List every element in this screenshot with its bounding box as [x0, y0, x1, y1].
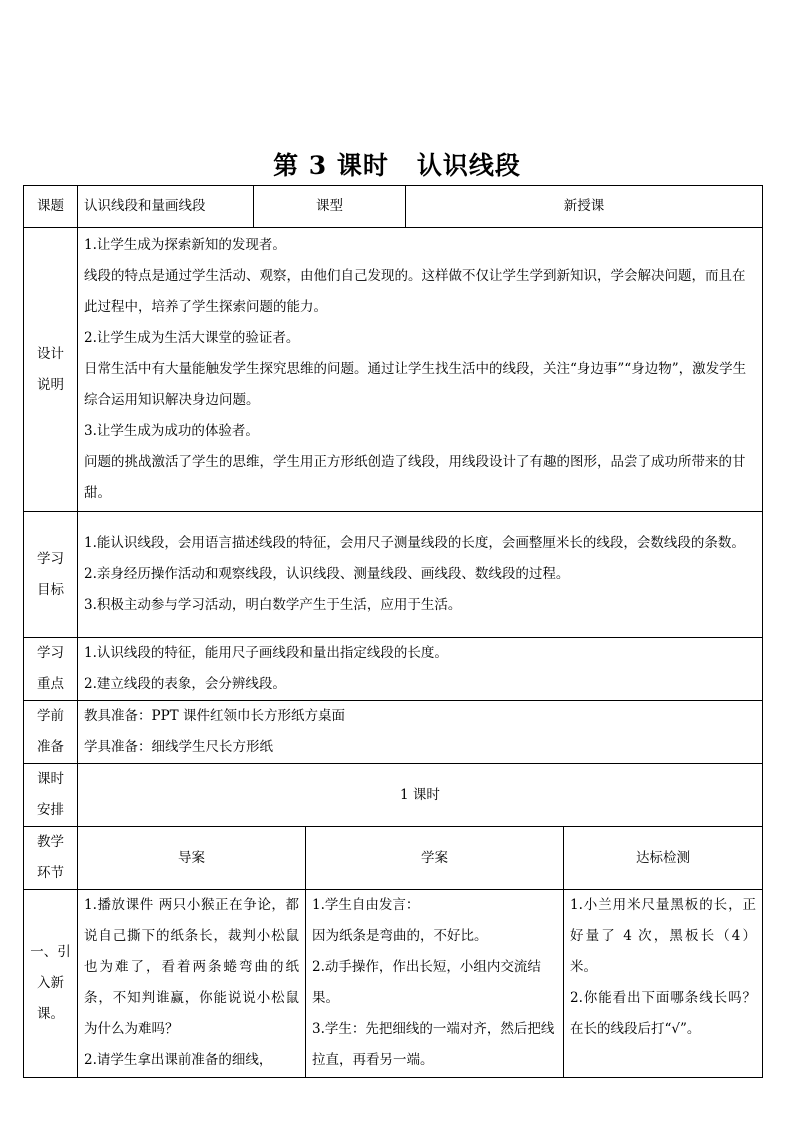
prep-content	[78, 701, 763, 764]
label-stage-line2: 环节	[37, 865, 64, 881]
lesson-number: 第 3 课时	[273, 151, 389, 180]
label-goals-line1: 学习	[37, 550, 64, 567]
goal-line: 2.亲身经历操作活动和观察线段，认识线段、测量线段、画线段、数线段的过程。	[84, 566, 570, 582]
study-line: 2.动手操作，作出长短，小组内交流结果。	[312, 959, 541, 1006]
stage-1-label: 一、引入新课。	[24, 890, 78, 1078]
row-stage-1	[24, 890, 763, 1078]
topic-value: 认识线段和量画线段	[78, 186, 254, 228]
guide-line: 2.请学生拿出课前准备的细线，	[84, 1052, 273, 1068]
guide-line: 1.播放课件 两只小猴正在争论，都说自己撕下的纸条长，裁判小松鼠也为难了，看着两条蜷弯曲的纸条，不知判谁赢，你能说说小松鼠为什么为难吗？	[84, 897, 299, 1037]
label-hours-line2: 安排	[37, 802, 64, 818]
lesson-name: 认识线段	[416, 151, 521, 180]
lesson-plan-table	[23, 185, 763, 1078]
stage-1-study	[306, 890, 564, 1078]
goal-line: 1.能认识线段，会用语言描述线段的特征，会用尺子测量线段的长度，会画整厘米长的线段，会数线段的条数。	[84, 535, 745, 551]
stage-1-check	[564, 890, 763, 1078]
row-goals	[24, 512, 763, 638]
goal-line: 3.积极主动参与学习活动，明白数学产生于生活，应用于生活。	[84, 597, 462, 613]
check-line: 1.小兰用米尺量黑板的长，正好量了 4 次，黑板长（4）米。	[570, 897, 756, 975]
row-design	[24, 228, 763, 512]
row-hours	[24, 764, 763, 827]
hours-value: 1 课时	[78, 764, 763, 827]
row-column-headers	[24, 827, 763, 890]
label-design	[24, 228, 78, 512]
header-guide: 导案	[78, 827, 306, 890]
label-focus	[24, 638, 78, 701]
design-line: 问题的挑战激活了学生的思维，学生用正方形纸创造了线段，用线段设计了有趣的图形，品尝了成功所带来的甘甜。	[84, 454, 746, 501]
lesson-type-value: 新授课	[406, 186, 763, 228]
row-topic	[24, 186, 763, 228]
header-check: 达标检测	[564, 827, 763, 890]
label-design-line1: 设计	[37, 345, 64, 362]
focus-line: 1.认识线段的特征，能用尺子画线段和量出指定线段的长度。	[84, 645, 448, 661]
study-line: 因为纸条是弯曲的，不好比。	[312, 928, 488, 944]
label-topic: 课题	[24, 186, 78, 228]
label-stage-line1: 教学	[37, 834, 64, 850]
label-hours-line1: 课时	[37, 771, 64, 787]
focus-line: 2.建立线段的表象，会分辨线段。	[84, 676, 286, 692]
goals-content	[78, 512, 763, 638]
design-line: 日常生活中有大量能触发学生探究思维的问题。通过让学生找生活中的线段，关注“身边事”“身边物”，激发学生综合运用知识解决身边问题。	[84, 361, 747, 408]
label-design-line2: 说明	[37, 376, 64, 393]
design-line: 线段的特点是通过学生活动、观察，由他们自己发现的。这样做不仅让学生学到新知识，学会解决问题，而且在此过程中，培养了学生探索问题的能力。	[84, 268, 746, 315]
label-prep	[24, 701, 78, 764]
design-line: 1.让学生成为探索新知的发现者。	[84, 237, 286, 253]
label-goals-line2: 目标	[37, 581, 64, 598]
header-study: 学案	[306, 827, 564, 890]
label-focus-line2: 重点	[37, 676, 64, 692]
stage-1-guide	[78, 890, 306, 1078]
label-prep-line2: 准备	[37, 739, 64, 755]
row-focus	[24, 638, 763, 701]
focus-content	[78, 638, 763, 701]
page-title	[0, 146, 794, 182]
label-stage	[24, 827, 78, 890]
label-prep-line1: 学前	[37, 708, 64, 724]
prep-line: 教具准备：PPT 课件红领巾长方形纸方桌面	[84, 708, 345, 724]
check-line: 2.你能看出下面哪条线长吗？在长的线段后打“√”。	[570, 990, 756, 1037]
prep-line: 学具准备：细线学生尺长方形纸	[84, 739, 273, 755]
design-line: 2.让学生成为生活大课堂的验证者。	[84, 330, 300, 346]
label-lesson-type: 课型	[254, 186, 406, 228]
row-prep	[24, 701, 763, 764]
design-line: 3.让学生成为成功的体验者。	[84, 423, 259, 439]
label-goals	[24, 512, 78, 638]
study-line: 1.学生自由发言：	[312, 897, 420, 913]
label-focus-line1: 学习	[37, 645, 64, 661]
label-hours	[24, 764, 78, 827]
study-line: 3.学生：先把细线的一端对齐，然后把线拉直，再看另一端。	[312, 1021, 555, 1068]
design-content	[78, 228, 763, 512]
